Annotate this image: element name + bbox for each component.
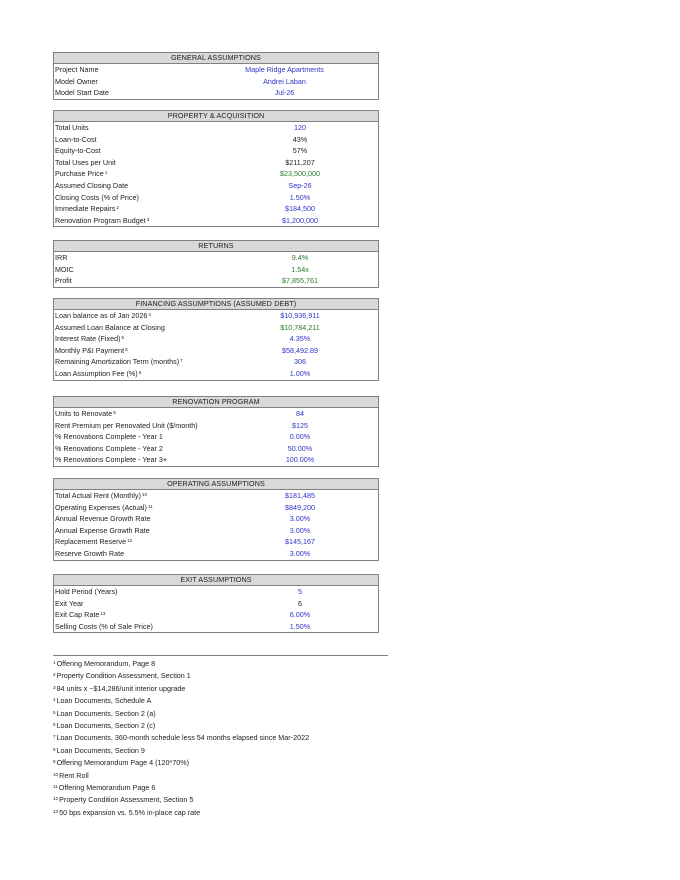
assumption-row [54,203,378,215]
renovation-header: RENOVATION PROGRAM [54,397,378,408]
row-value[interactable]: 1.50% [289,192,311,202]
row-label-text: Replacement Reserve [55,537,127,547]
footnote-number: 10 [53,771,59,777]
footnote-text: Offering Memorandum Page 6 [58,782,156,792]
row-label-text: % Renovations Complete - Year 2 [55,443,163,453]
footnote-ref: 7 [180,358,183,364]
row-label [55,356,183,368]
row-value[interactable]: 306 [294,357,306,367]
row-value[interactable]: 3.00% [289,548,311,558]
footnote-ref: 4 [148,312,151,317]
assumption-row [54,525,378,537]
footnote-text: Loan Documents, Section 2 (c) [56,720,156,730]
row-value[interactable]: 84 [296,409,304,418]
row-label-text: Hold Period (Years) [55,587,118,596]
row-label-text: Total Uses per Unit [55,157,116,167]
row-label [55,180,128,192]
operating-header: OPERATING ASSUMPTIONS [54,479,378,490]
assumption-row [54,264,378,276]
assumption-row [54,180,378,192]
row-label-text: MOIC [55,264,74,274]
financing-header: FINANCING ASSUMPTIONS (ASSUMED DEBT) [54,299,378,310]
row-value[interactable]: 6 [298,598,302,608]
assumption-row [54,145,378,157]
row-value[interactable]: 4.35% [289,334,311,344]
operating-section [53,478,379,561]
assumption-row [54,431,378,443]
row-label-text: Equity-to-Cost [55,146,101,156]
row-label-text: Units to Renovate [55,409,113,418]
assumption-row [54,490,378,502]
assumption-row [54,502,378,514]
row-label-text: Assumed Loan Balance at Closing [55,322,165,332]
assumption-row [54,586,378,598]
row-label [55,408,116,420]
footnote-number: 12 [53,796,59,802]
footnote-number: 4 [53,697,56,703]
row-value[interactable]: $849,200 [285,502,315,512]
footnote-item [53,745,388,757]
row-value[interactable]: $125 [292,420,308,430]
row-value[interactable]: $10,936,911 [280,311,320,320]
row-label [55,368,141,380]
row-label-text: Total Actual Rent (Monthly) [55,491,141,500]
footnote-ref: 11 [147,503,153,509]
row-value[interactable]: $184,500 [285,204,315,214]
footnote-ref: 2 [116,205,119,211]
assumption-row [54,134,378,146]
row-value[interactable]: 6.00% [289,610,311,620]
row-label [55,215,149,227]
row-label-text: Monthly P&I Payment [55,345,125,355]
row-label [55,420,198,432]
row-label: Model Start Date [55,88,109,98]
row-value[interactable]: 5 [298,587,302,596]
row-label-text: Loan balance as of Jan 2026 [55,311,148,320]
footnote-text: Property Condition Assessment, Section 1 [56,671,191,681]
model-owner-value[interactable]: Andrei Laban [263,76,306,86]
row-label-text: Immediate Repairs [55,204,116,214]
row-label [55,525,150,537]
footnote-text: Loan Documents, 360-month schedule less 54 months elapsed since Mar-2022 [56,733,310,743]
assumption-row [54,64,378,76]
row-label-text: Exit Year [55,598,84,608]
footnote-item [53,807,388,819]
assumption-row [54,454,378,466]
project-name-value[interactable]: Maple Ridge Apartments [245,65,324,74]
row-value[interactable]: $7,855,761 [282,276,318,286]
row-label [55,145,101,157]
row-value[interactable]: $211,207 [285,157,315,167]
assumption-row [54,215,378,227]
row-label [55,264,74,276]
row-value[interactable]: 100.00% [285,455,315,465]
row-label-text: Remaining Amortization Term (months) [55,357,180,367]
footnote-item [53,658,388,670]
footnote-number: 9 [53,759,56,765]
row-label [55,502,153,514]
model-start-date-value[interactable]: Jul-26 [274,88,295,98]
assumption-row [54,76,378,88]
row-value[interactable]: $145,167 [285,537,315,547]
footnote-text: Offering Memorandum Page 4 (120*70%) [56,758,190,768]
footnote-number: 2 [53,672,56,678]
row-label [55,443,163,455]
assumption-row [54,122,378,134]
footnote-text: Property Condition Assessment, Section 5 [59,795,194,805]
row-label-text: Exit Cap Rate [55,610,100,620]
footnote-text: 50 bps expansion vs. 5.5% in-place cap rate [59,807,201,817]
row-label-text: % Renovations Complete - Year 3+ [55,455,168,465]
footnote-number: 1 [53,660,56,665]
row-label-text: Closing Costs (% of Price) [55,192,139,202]
row-label-text: Annual Expense Growth Rate [55,525,150,535]
assumption-row [54,192,378,204]
exit-header: EXIT ASSUMPTIONS [54,575,378,586]
general-assumptions-section [53,52,379,100]
row-value[interactable]: 9.4% [291,253,309,262]
assumption-row [54,536,378,548]
assumption-row [54,621,378,633]
assumption-row [54,513,378,525]
footnote-item [53,670,388,682]
row-label [55,168,107,180]
row-value[interactable]: 1.00% [289,368,311,378]
row-label: Project Name [55,65,99,74]
row-label [55,548,124,560]
row-value[interactable]: $58,492.89 [282,345,318,355]
assumption-row [54,345,378,357]
footnote-ref: 1 [104,170,108,176]
footnote-item [53,708,388,720]
row-label-text: Purchase Price [55,169,104,179]
footnote-ref: 8 [138,369,142,375]
row-label [55,203,119,215]
footnote-item [53,782,388,794]
footnote-number: 13 [53,808,59,814]
row-label [55,345,128,357]
footnotes [53,655,388,819]
row-label-text: Annual Revenue Growth Rate [55,514,151,524]
row-label [55,134,97,146]
row-label-text: % Renovations Complete - Year 1 [55,432,163,442]
footnote-item [53,770,388,782]
row-value[interactable]: $181,485 [285,491,315,500]
row-value[interactable]: $23,500,000 [280,169,320,179]
row-label-text: Assumed Closing Date [55,180,129,190]
row-value[interactable]: $10,784,211 [280,322,320,332]
footnote-item [53,757,388,769]
returns-section [53,240,379,288]
footnote-text: Rent Roll [59,770,89,780]
row-value[interactable]: 57% [292,146,308,156]
assumption-row [54,168,378,180]
financing-section [53,298,379,381]
assumption-row [54,356,378,368]
renovation-section [53,396,379,467]
row-label-text: Operating Expenses (Actual) [55,502,147,512]
row-label [55,621,153,633]
footnote-item [53,732,388,744]
footnote-text: Loan Documents, Schedule A [56,696,152,706]
assumption-row [54,408,378,420]
row-value[interactable]: 1.54x [291,264,309,274]
footnote-ref: 9 [113,410,116,415]
footnote-number: 5 [53,709,56,715]
assumption-row [54,275,378,287]
footnote-text: 84 units x ~$14,286/unit interior upgrade [56,683,186,693]
footnote-ref: 12 [127,538,133,544]
footnote-number: 7 [53,734,56,740]
footnote-item [53,683,388,695]
row-label [55,310,151,322]
row-label [55,609,105,621]
general-assumptions-header: GENERAL ASSUMPTIONS [54,53,378,64]
row-label [55,252,67,264]
row-label [55,536,132,548]
row-label-text: Total Units [55,123,89,132]
row-label-text: Loan Assumption Fee (%) [55,368,138,378]
footnote-ref: 6 [125,346,128,352]
assumption-row [54,598,378,610]
row-label: Model Owner [55,76,98,86]
footnote-ref: 5 [121,335,125,341]
assumption-row [54,87,378,99]
assumption-row [54,322,378,334]
row-label-text: Selling Costs (% of Sale Price) [55,621,153,631]
footnote-number: 8 [53,746,56,752]
row-label-text: Interest Rate (Fixed) [55,334,121,344]
row-value[interactable]: 1.50% [289,621,311,631]
row-label-text: Rent Premium per Renovated Unit ($/month) [55,420,198,430]
assumption-row [54,252,378,264]
returns-header: RETURNS [54,241,378,252]
assumption-row [54,333,378,345]
footnote-text: Loan Documents, Section 9 [56,745,145,755]
footnote-text: Loan Documents, Section 2 (a) [56,708,156,718]
footnote-number: 6 [53,721,56,727]
footnote-text: Offering Memorandum, Page 8 [56,659,156,668]
footnote-ref: 10 [141,492,148,497]
assumption-row [54,368,378,380]
row-label-text: Profit [55,276,72,286]
row-label [55,490,147,502]
footnote-item [53,720,388,732]
row-value[interactable]: $1,200,000 [282,215,318,225]
footnote-ref: 3 [146,216,150,222]
row-value[interactable]: 0.00% [289,432,311,442]
row-value[interactable]: Sep-26 [288,180,312,190]
row-label-text: Renovation Program Budget [55,215,146,225]
assumption-row [54,609,378,621]
row-label [55,192,139,204]
footnote-number: 11 [53,783,58,789]
assumption-row [54,443,378,455]
row-label-text: Loan-to-Cost [55,134,97,144]
row-label [55,454,167,466]
row-label [55,275,72,287]
row-label [55,322,165,334]
row-label [55,586,117,598]
property-acquisition-section [53,110,379,227]
row-label [55,333,124,345]
exit-section [53,574,379,633]
row-label [55,122,89,134]
assumption-row [54,420,378,432]
row-value[interactable]: 50.00% [287,443,313,453]
row-label-text: Reserve Growth Rate [55,548,125,558]
row-value[interactable]: 3.00% [289,525,311,535]
row-label-text: IRR [55,253,68,262]
property-acquisition-header: PROPERTY & ACQUISITION [54,111,378,122]
footnote-number: 3 [53,684,56,690]
assumption-row [54,157,378,169]
row-label [55,598,83,610]
row-value[interactable]: 3.00% [289,514,311,524]
row-label [55,431,163,443]
assumption-row [54,548,378,560]
footnote-item [53,794,388,806]
footnote-item [53,695,388,707]
footnote-ref: 13 [100,611,106,617]
row-value[interactable]: 43% [292,134,308,144]
row-label [55,513,151,525]
assumption-row [54,310,378,322]
row-value[interactable]: 120 [294,123,306,132]
row-label [55,157,116,169]
